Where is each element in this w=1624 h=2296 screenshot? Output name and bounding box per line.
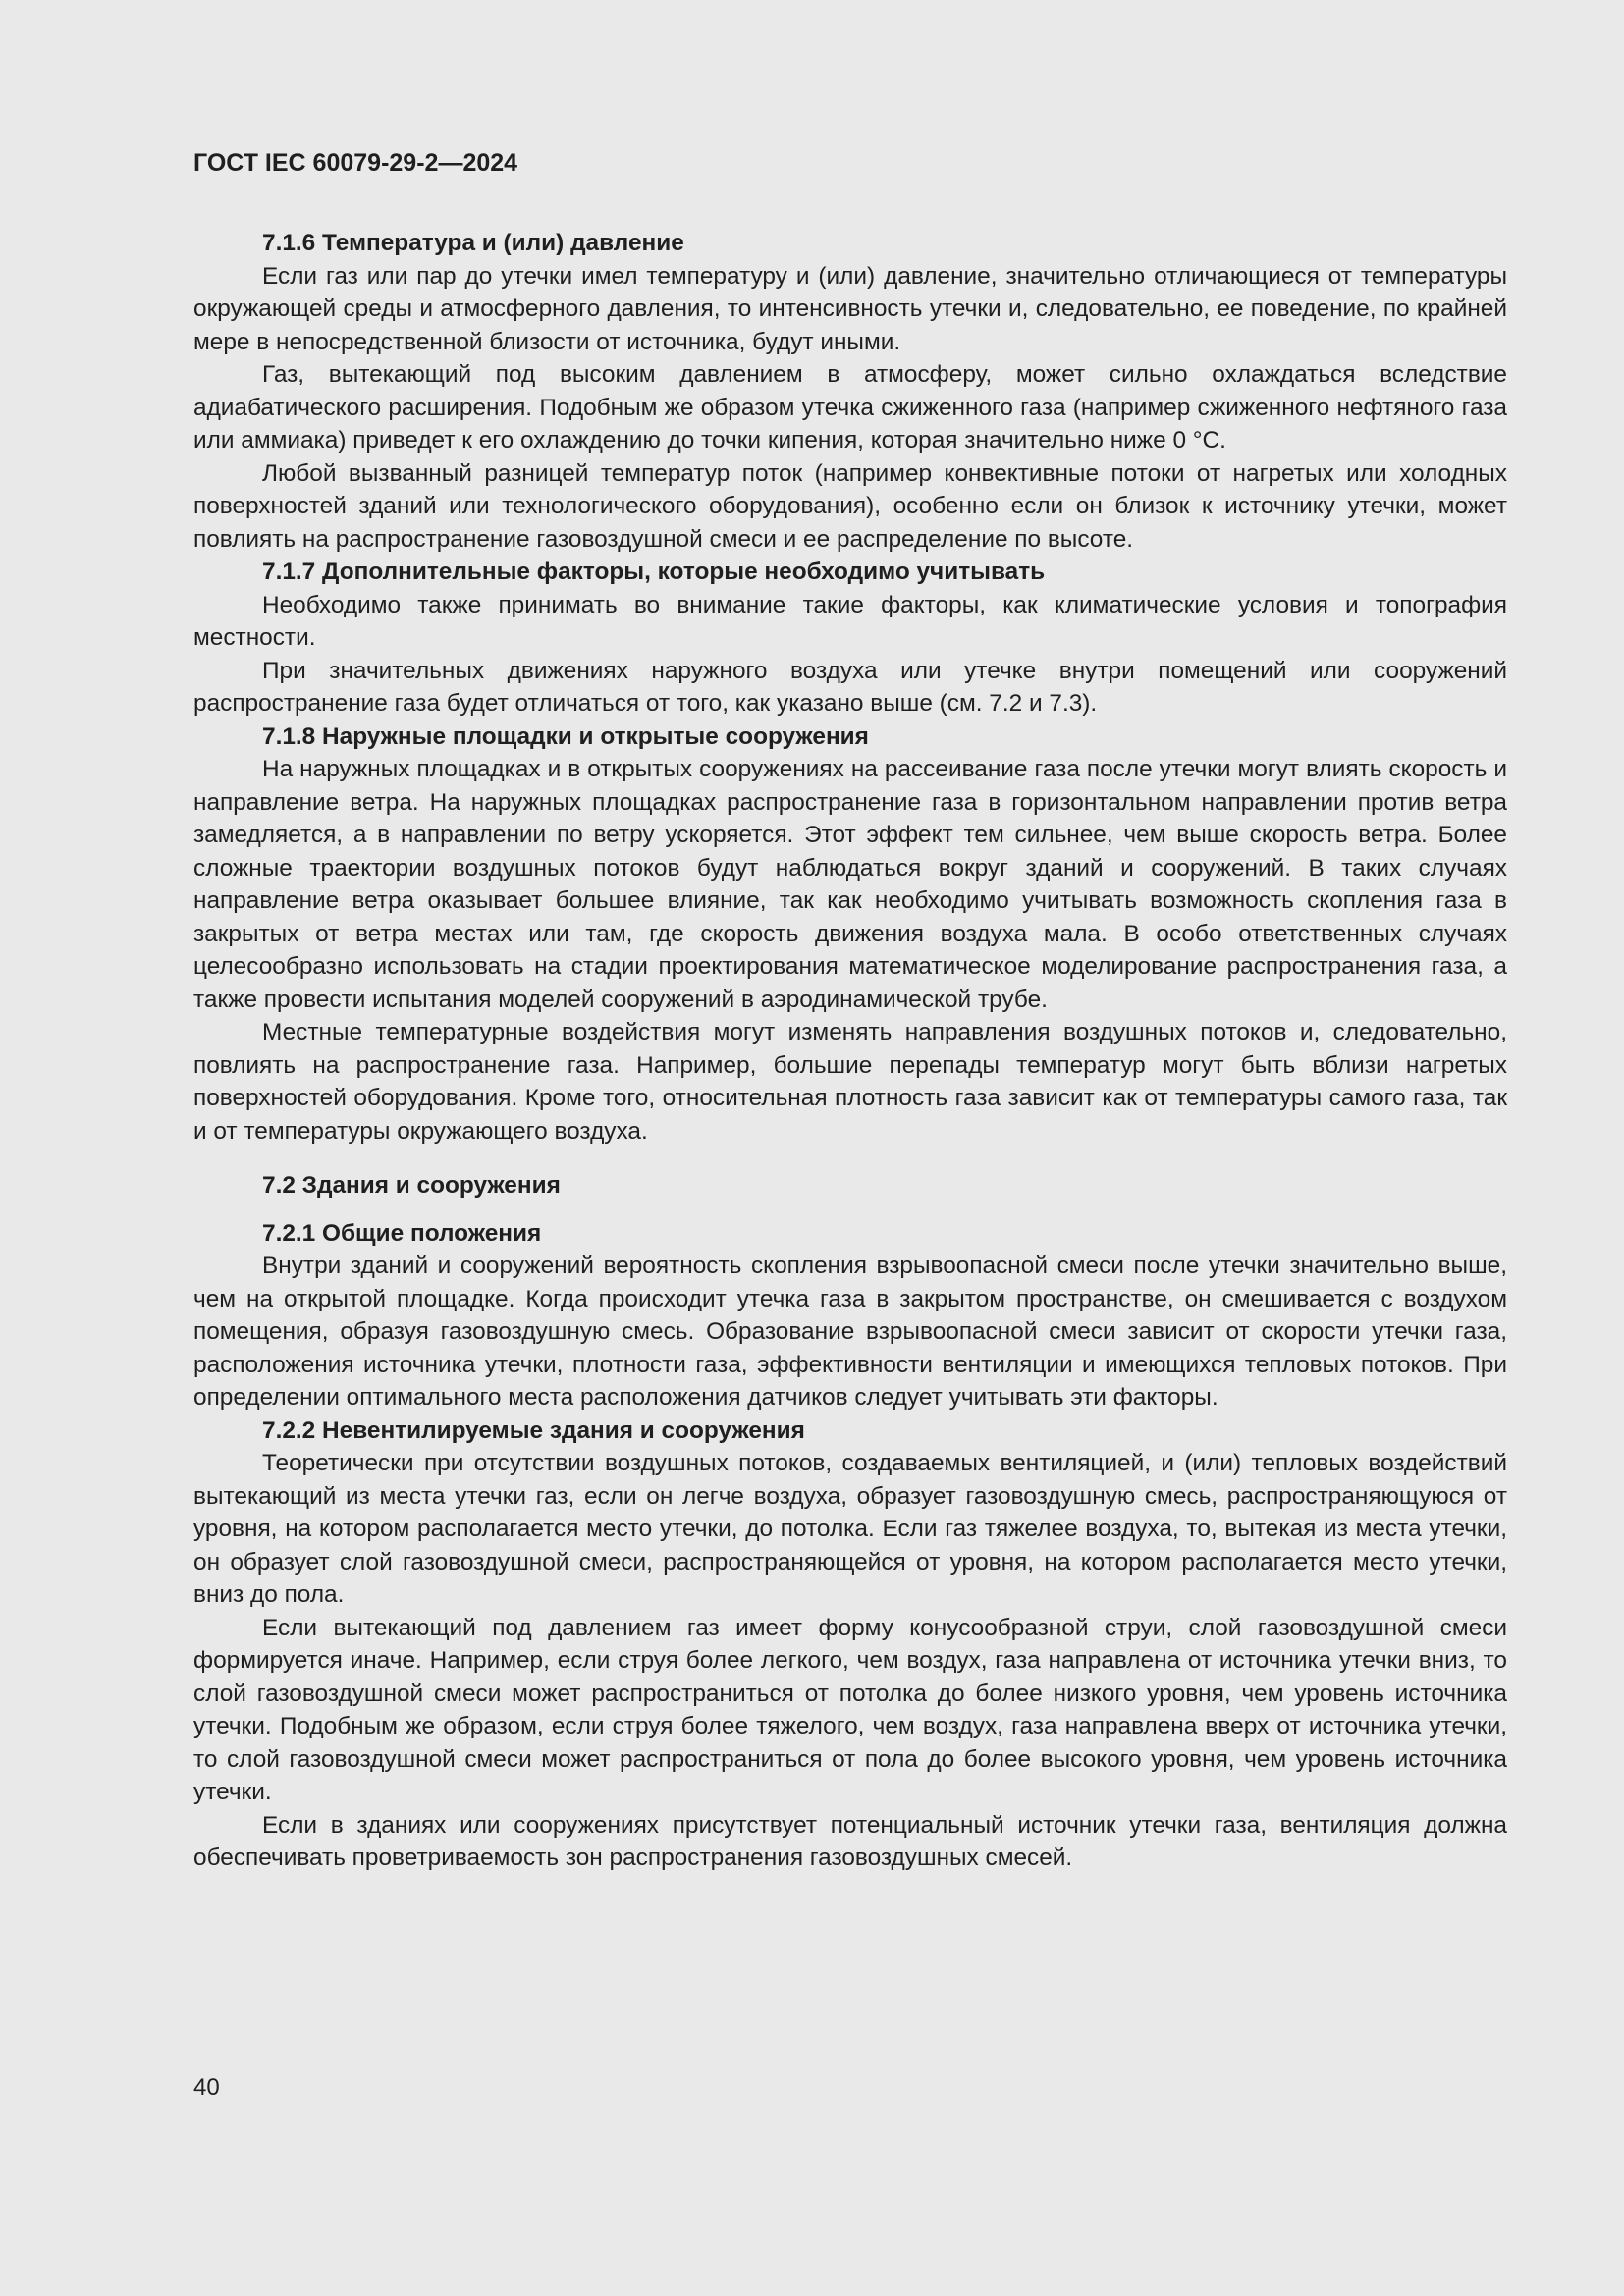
- paragraph: Теоретически при отсутствии воздушных потоков, создаваемых вентиляцией, и (или) тепловых воздействий вытекающий из места утечки газ, если он легче воздуха, образует газовоздушную смесь, распространяющуюся от уровня, на котором располагается место утечки, до потолка. Если газ тяжелее воздуха, то, вытекая из места утечки, он образует слой газовоздушной смеси, распространяющейся от уровня, на котором располагается место утечки, вниз до пола.: [193, 1450, 1507, 1608]
- paragraph: Любой вызванный разницей температур поток (например конвективные потоки от нагретых или холодных поверхностей зданий или технологического оборудования), особенно если он близок к источнику утечки, может повлиять на распространение газовоздушной смеси и ее распределение по высоте.: [193, 459, 1507, 553]
- paragraph: Если газ или пар до утечки имел температуру и (или) давление, значительно отличающиеся от температуры окружающей среды и атмосферного давления, то интенсивность утечки и, следовательно, ее поведение, по крайней мере в непосредственной близости от источника, будут иными.: [193, 262, 1507, 355]
- document-header: ГОСТ IEC 60079-29-2—2024: [193, 149, 518, 177]
- paragraph: Если в зданиях или сооружениях присутствует потенциальный источник утечки газа, вентиляция должна обеспечивать проветриваемость зон распространения газовоздушных смесей.: [193, 1811, 1507, 1871]
- section-heading-7-1-6: 7.1.6 Температура и (или) давление: [262, 230, 684, 256]
- paragraph: На наружных площадках и в открытых сооружениях на рассеивание газа после утечки могут влиять скорость и направление ветра. На наружных площадках распространение газа в горизонтальном направлении против ветра замедляется, а в направлении по ветру ускоряется. Этот эффект тем сильнее, чем выше скорость ветра. Более сложные траектории воздушных потоков будут наблюдаться вокруг зданий и сооружений. В таких случаях направление ветра оказывает большее влияние, так как необходимо учитывать возможность скопления газа в закрытых от ветра местах или там, где скорость движения воздуха мала. В особо ответственных случаях целесообразно использовать на стадии проектирования математическое моделирование распространения газа, а также провести испытания моделей сооружений в аэродинамической трубе.: [193, 756, 1507, 1013]
- section-heading-7-1-8: 7.1.8 Наружные площадки и открытые сооружения: [262, 722, 869, 750]
- section-heading-7-2-1: 7.2.1 Общие положения: [262, 1219, 542, 1247]
- page-number: 40: [193, 2074, 220, 2101]
- section-heading-7-2: 7.2 Здания и сооружения: [262, 1172, 561, 1199]
- paragraph: Внутри зданий и сооружений вероятность скопления взрывоопасной смеси после утечки значительно выше, чем на открытой площадке. Когда происходит утечка газа в закрытом пространстве, он смешивается с воздухом помещения, образуя газовоздушную смесь. Образование взрывоопасной смеси зависит от скорости утечки газа, расположения источника утечки, плотности газа, эффективности вентиляции и имеющихся тепловых потоков. При определении оптимального места расположения датчиков следует учитывать эти факторы.: [193, 1253, 1507, 1411]
- paragraph: Местные температурные воздействия могут изменять направления воздушных потоков и, следовательно, повлиять на распространение газа. Например, большие перепады температур могут быть вблизи нагретых поверхностей оборудования. Кроме того, относительная плотность газа зависит как от температуры самого газа, так и от температуры окружающего воздуха.: [193, 1019, 1507, 1145]
- paragraph: При значительных движениях наружного воздуха или утечке внутри помещений или сооружений распространение газа будет отличаться от того, как указано выше (см. 7.2 и 7.3).: [193, 657, 1507, 717]
- paragraph: Газ, вытекающий под высоким давлением в атмосферу, может сильно охлаждаться вследствие адиабатического расширения. Подобным же образом утечка сжиженного газа (например сжиженного нефтяного газа или аммиака) приведет к его охлаждению до точки кипения, которая значительно ниже 0 °С.: [193, 361, 1507, 454]
- section-heading-7-2-2: 7.2.2 Невентилируемые здания и сооружения: [262, 1416, 805, 1444]
- paragraph: Если вытекающий под давлением газ имеет форму конусообразной струи, слой газовоздушной смеси формируется иначе. Например, если струя более легкого, чем воздух, газа направлена от источника утечки вниз, то слой газовоздушной смеси может распространиться от потолка до более низкого уровня, чем уровень источника утечки. Подобным же образом, если струя более тяжелого, чем воздух, газа направлена вверх от источника утечки, то слой газовоздушной смеси может распространиться от пола до более высокого уровня, чем уровень источника утечки.: [193, 1614, 1507, 1805]
- paragraph: Необходимо также принимать во внимание такие факторы, как климатические условия и топография местности.: [193, 591, 1507, 651]
- document-body: [193, 227, 1507, 1875]
- section-heading-7-1-7: 7.1.7 Дополнительные факторы, которые необходимо учитывать: [262, 559, 1046, 585]
